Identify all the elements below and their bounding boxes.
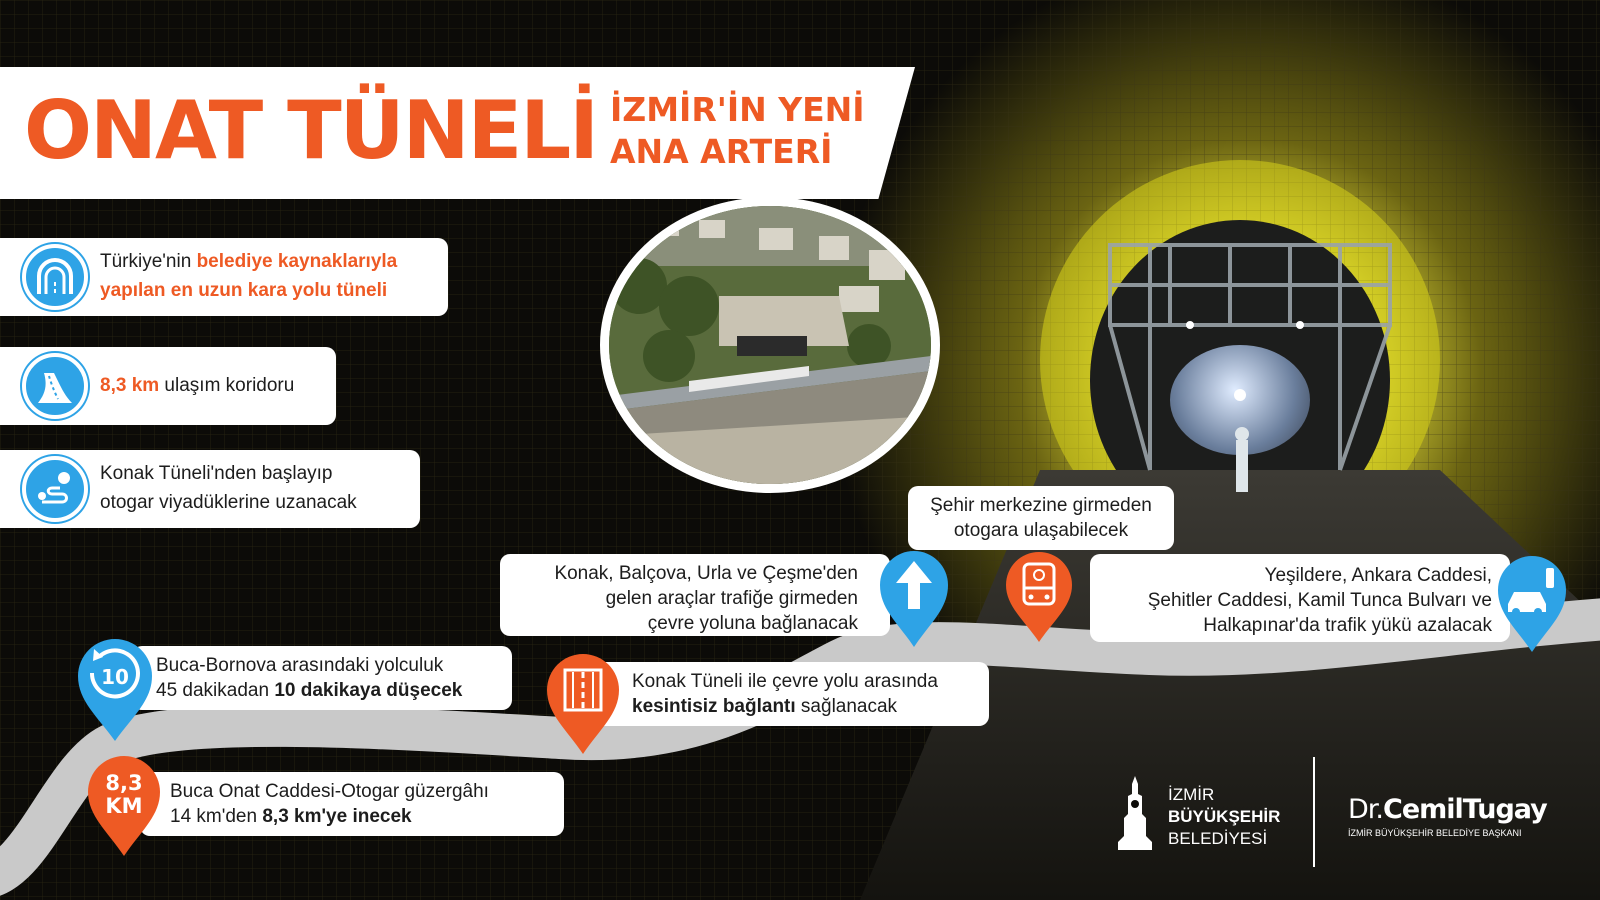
callout-line-2-bold: 10 dakikaya düşecek	[274, 680, 463, 701]
callout-line-2	[170, 804, 564, 829]
distance-marker-icon	[86, 754, 162, 858]
feature-card-route	[0, 450, 420, 528]
callout-line-1: Buca-Bornova arasındaki yolculuk	[156, 655, 444, 676]
distance-pin	[86, 754, 162, 858]
callout-line-2-prefix: 45 dakikadan	[156, 680, 275, 701]
feature-highlight: belediye kaynaklarıyla	[196, 251, 398, 272]
callout-konak-balcova	[500, 554, 890, 636]
road-icon-graphic	[34, 365, 76, 407]
callout-line-2-rest: sağlanacak	[795, 696, 898, 717]
subtitle-line-2: ANA ARTERİ	[610, 132, 833, 171]
izmir-logo-line-2: BÜYÜKŞEHİR	[1168, 807, 1281, 826]
page-subtitle	[610, 89, 865, 173]
callout-line-2-prefix: 14 km'den	[170, 806, 263, 827]
callout-line-1: Yeşildere, Ankara Caddesi,	[1264, 565, 1492, 586]
subtitle-line-1: İZMİR'İN YENİ	[610, 90, 865, 129]
route-icon-graphic	[34, 468, 76, 510]
bus-icon	[1004, 550, 1074, 644]
izmir-logo-line-1: İZMİR	[1168, 785, 1215, 804]
feature-text	[100, 371, 294, 400]
feature-line-1: Konak Tüneli'nden başlayıp	[100, 463, 333, 484]
car-traffic-light-icon	[1496, 554, 1568, 654]
callout-line-2	[632, 694, 989, 719]
callout-line-2-bold: kesintisiz bağlantı	[632, 696, 796, 717]
distance-unit: KM	[105, 794, 143, 818]
callout-line-1: Konak Tüneli ile çevre yolu arasında	[632, 671, 938, 692]
callout-line-3: Halkapınar'da trafik yükü azalacak	[1203, 615, 1492, 636]
feature-text-rest: ulaşım koridoru	[159, 375, 295, 396]
timer-pin	[76, 637, 154, 743]
cemil-tugay-name	[1348, 795, 1558, 825]
tunnel-icon	[22, 244, 88, 310]
callout-line-1: Konak, Balçova, Urla ve Çeşme'den	[554, 563, 858, 584]
callout-line-2: otogara ulaşabilecek	[953, 520, 1129, 541]
feature-line-2: otogar viyadüklerine uzanacak	[100, 492, 357, 513]
feature-card-corridor	[0, 347, 336, 425]
feature-card-longest-tunnel	[0, 238, 448, 316]
callout-line-1: Buca Onat Caddesi-Otogar güzergâhı	[170, 781, 489, 802]
route-icon	[22, 456, 88, 522]
callout-sehir-merkezi	[908, 486, 1174, 550]
bus-pin	[1004, 550, 1074, 644]
road-icon	[22, 353, 88, 419]
callout-line-2	[156, 678, 512, 703]
distance-value: 8,3	[105, 771, 143, 795]
callout-konak-tuneli	[594, 662, 989, 726]
izmir-buyuksehir-logo	[1110, 772, 1300, 872]
aerial-photo-illustration	[609, 206, 931, 484]
callout-line-2: Şehitler Caddesi, Kamil Tunca Bulvarı ve	[1147, 590, 1492, 611]
izmir-logo-text	[1168, 784, 1280, 850]
callout-line-2: gelen araçlar trafiğe girmeden	[605, 588, 858, 609]
clock-tower-icon	[1110, 774, 1160, 854]
callout-buca-bornova	[132, 646, 512, 710]
logo-divider	[1313, 757, 1315, 867]
arrow-up-pin	[878, 549, 950, 649]
arrow-up-icon	[878, 549, 950, 649]
feature-text	[100, 247, 397, 305]
road-lanes-icon	[545, 652, 621, 756]
callout-line-3: çevre yoluna bağlanacak	[647, 613, 858, 634]
aerial-photo	[600, 197, 940, 493]
feature-text	[100, 459, 357, 517]
cemil-tugay-logo	[1348, 795, 1558, 845]
callout-yesildere	[1090, 554, 1510, 642]
timer-icon-label: 10	[101, 665, 129, 689]
feature-highlight: 8,3 km	[100, 375, 160, 396]
title-banner	[0, 67, 915, 199]
feature-highlight-line-2: yapılan en uzun kara yolu tüneli	[100, 280, 388, 301]
izmir-logo-line-3: BELEDİYESİ	[1168, 829, 1268, 848]
callout-line-2-bold: 8,3 km'ye inecek	[262, 806, 412, 827]
feature-text-prefix: Türkiye'nin	[100, 251, 197, 272]
cemil-name-text: CemilTugay	[1383, 794, 1547, 825]
cemil-tugay-title: İZMİR BÜYÜKŞEHİR BELEDİYE BAŞKANI	[1348, 828, 1522, 838]
timer-icon	[76, 637, 154, 743]
callout-line-1: Şehir merkezine girmeden	[930, 495, 1152, 516]
tunnel-icon-graphic	[34, 256, 76, 298]
page-title: ONAT TÜNELİ	[24, 84, 597, 177]
road-lanes-pin	[545, 652, 621, 756]
cemil-prefix: Dr.	[1348, 794, 1383, 825]
traffic-pin	[1496, 554, 1568, 654]
callout-buca-onat	[140, 772, 564, 836]
